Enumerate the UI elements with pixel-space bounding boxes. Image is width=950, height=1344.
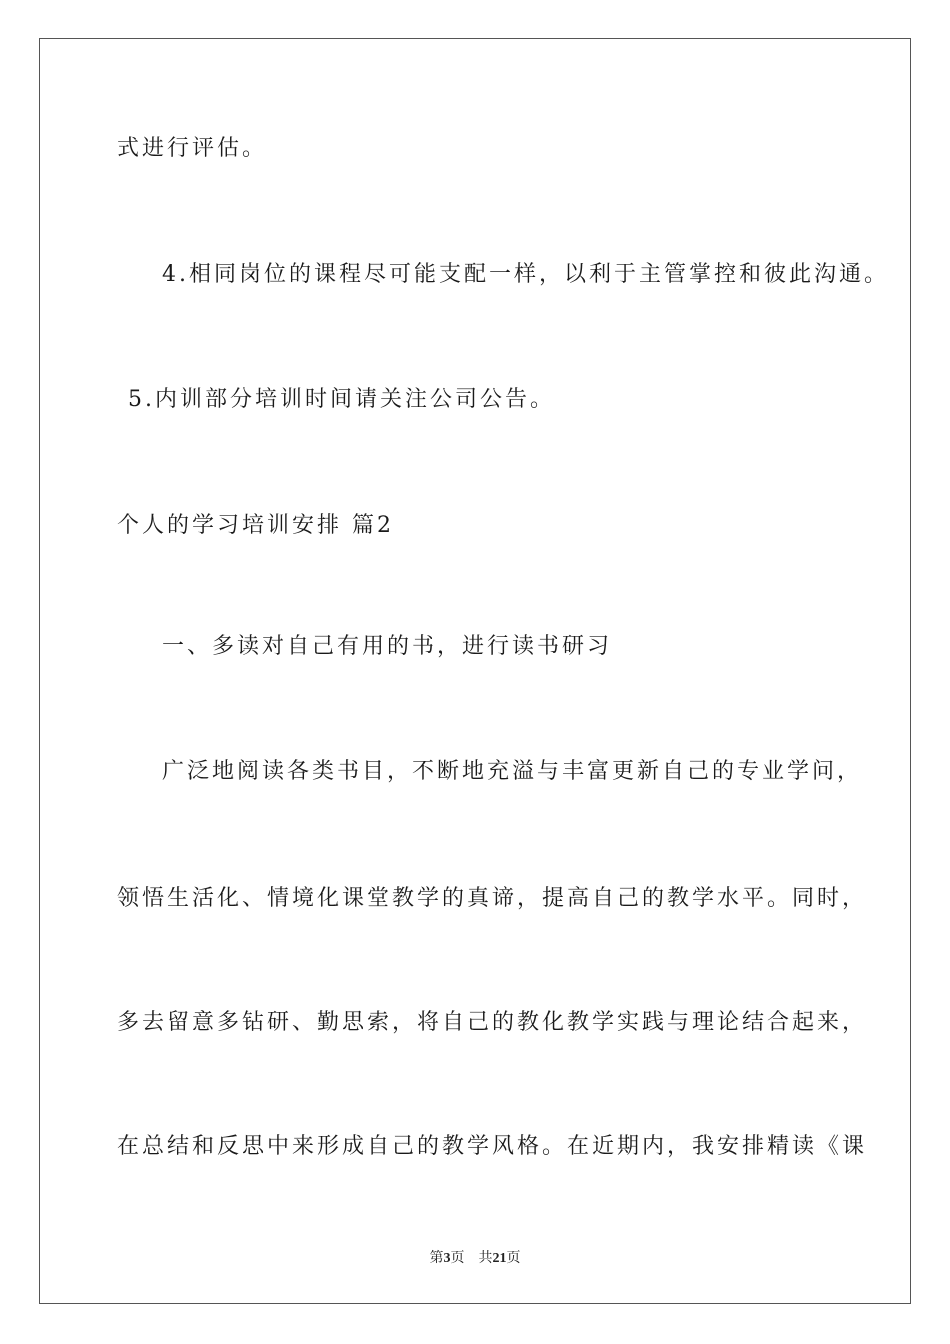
paragraph-line: 领悟生活化、情境化课堂教学的真谛，提高自己的教学水平。同时，	[117, 886, 868, 911]
list-item-5: 5.内训部分培训时间请关注公司公告。	[128, 387, 555, 412]
page-prefix: 第	[429, 1251, 444, 1266]
body-text-line: 式进行评估。	[117, 136, 268, 161]
paragraph-line: 在总结和反思中来形成自己的教学风格。在近期内，我安排精读《课	[117, 1134, 868, 1159]
total-pages: 21	[492, 1251, 507, 1266]
total-prefix: 共	[478, 1251, 493, 1266]
paragraph-line: 广泛地阅读各类书目，不断地充溢与丰富更新自己的专业学问，	[162, 759, 863, 784]
page-footer	[0, 1247, 950, 1267]
paragraph-line: 多去留意多钻研、勤思索，将自己的教化教学实践与理论结合起来，	[117, 1010, 868, 1035]
list-item-4: 4.相同岗位的课程尽可能支配一样，以利于主管掌控和彼此沟通。	[162, 262, 889, 287]
total-suffix: 页	[506, 1251, 521, 1266]
section-heading: 个人的学习培训安排 篇2	[117, 513, 394, 538]
page-suffix: 页	[450, 1251, 465, 1266]
subsection-heading: 一、多读对自己有用的书，进行读书研习	[162, 634, 613, 659]
page-number: 3	[443, 1251, 451, 1266]
page-border	[39, 38, 911, 1304]
